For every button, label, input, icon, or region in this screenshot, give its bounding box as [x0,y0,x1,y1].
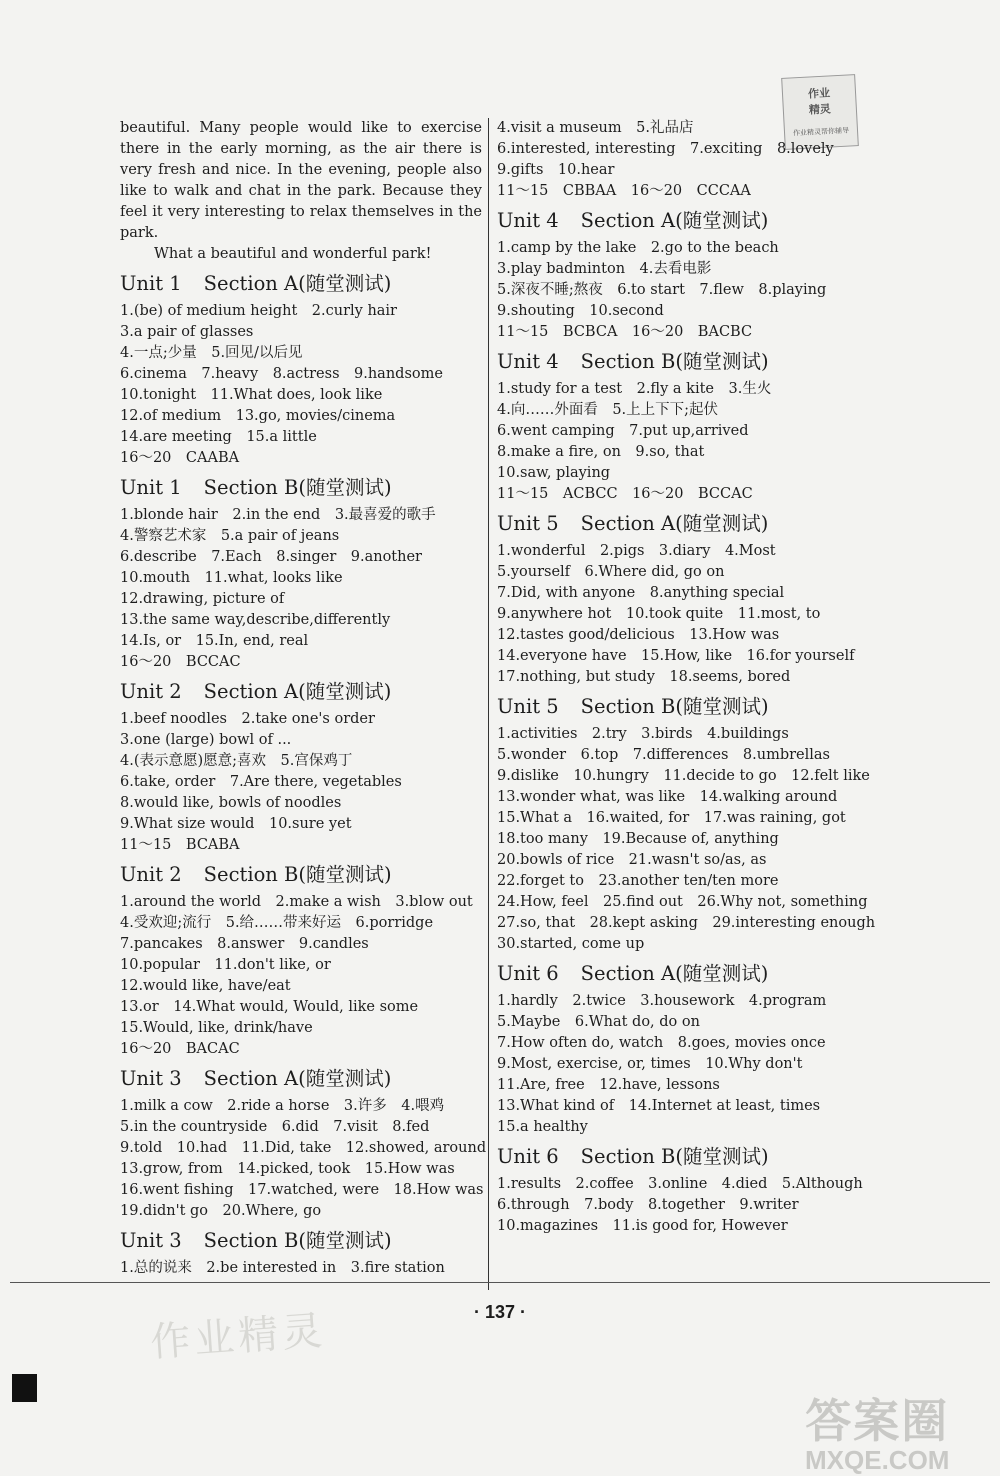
section-heading [120,269,482,299]
answer-line: 10.mouth 11.what, looks like [120,570,343,586]
section-label: Section B(随堂测试) [580,1145,769,1168]
answer-line: 4.(表示意愿)愿意;喜欢 5.宫保鸡丁 [120,753,353,769]
answer-line: 8.would like, bowls of noodles [120,795,342,811]
section-label: Section B(随堂测试) [203,476,392,499]
answer-line: 18.too many 19.Because of, anything [497,831,779,847]
right-sections [497,206,897,1237]
section-heading [120,1226,482,1256]
answer-line: 5.深夜不睡;熬夜 6.to start 7.flew 8.playing [497,282,827,298]
answer-line: 13.the same way,describe,differently [120,612,391,628]
answer-line: 22.forget to 23.another ten/ten more [497,873,779,889]
answer-line: 1.总的说来 2.be interested in 3.fire station [120,1260,445,1276]
passage [120,118,482,265]
answer-line: 14.Is, or 15.In, end, real [120,633,309,649]
answer-line: 1.hardly 2.twice 3.housework 4.program [497,993,827,1009]
answer-line: 6.take, order 7.Are there, vegetables [120,774,402,790]
answer-line: 5.in the countryside 6.did 7.visit 8.fed [120,1119,430,1135]
answer-line: 3.one (large) bowl of ... [120,732,292,748]
answer-line: 10.tonight 11.What does, look like [120,387,383,403]
answer-line: 10.magazines 11.is good for, However [497,1218,788,1234]
answer-line: 9.gifts 10.hear [497,162,615,178]
section-label: Section A(随堂测试) [203,272,392,295]
unit-label: Unit 5 [497,512,559,535]
answer-line: 9.Most, exercise, or, times 10.Why don't [497,1056,803,1072]
answer-line: 1.study for a test 2.fly a kite 3.生火 [497,381,772,397]
answer-line: 9.told 10.had 11.Did, take 12.showed, around [120,1140,487,1156]
answer-line: 1.beef noodles 2.take one's order [120,711,375,727]
answer-line: 4.visit a museum 5.礼品店 [497,120,694,136]
right-column [497,118,897,1237]
unit-label: Unit 6 [497,1145,559,1168]
site-watermark-title: 答案圈 [805,1395,950,1447]
stamp-line1: 作业 [807,86,831,101]
answer-line: 7.pancakes 8.answer 9.candles [120,936,369,952]
page-number: · 137 · [473,1302,527,1322]
answer-line: 1.activities 2.try 3.birds 4.buildings [497,726,789,742]
answer-line: 1.milk a cow 2.ride a horse 3.许多 4.喂鸡 [120,1098,445,1114]
answer-line: 16～20 BCCAC [120,654,241,670]
answer-line: 11～15 BCABA [120,837,240,853]
left-column [120,118,487,1279]
answer-line: 9.shouting 10.second [497,303,664,319]
answer-line: 10.saw, playing [497,465,611,481]
answer-line: 6.went camping 7.put up,arrived [497,423,749,439]
answer-line: 27.so, that 28.kept asking 29.interesting enough [497,915,876,931]
answer-line: 7.Did, with anyone 8.anything special [497,585,785,601]
bottom-rule [10,1282,990,1283]
answer-line: 13.wonder what, was like 14.walking around [497,789,838,805]
answer-line: 9.What size would 10.sure yet [120,816,352,832]
answer-line: 12.drawing, picture of [120,591,285,607]
unit-label: Unit 2 [120,680,182,703]
corner-mark [12,1374,37,1402]
unit-label: Unit 5 [497,695,559,718]
answer-line: 16.went fishing 17.watched, were 18.How was [120,1182,484,1198]
site-watermark [805,1385,949,1476]
answer-line: 6.describe 7.Each 8.singer 9.another [120,549,422,565]
stamp-line2: 精灵 [808,102,832,117]
left-sections [120,269,487,1279]
answer-line: 3.play badminton 4.去看电影 [497,261,712,277]
section-label: Section B(随堂测试) [203,863,392,886]
section-heading [497,1142,897,1172]
section-heading [497,509,897,539]
answer-line: 11.Are, free 12.have, lessons [497,1077,720,1093]
answer-line: 15.a healthy [497,1119,588,1135]
answer-line: 16～20 BACAC [120,1041,240,1057]
answer-line: 13.What kind of 14.Internet at least, times [497,1098,821,1114]
answer-line: 1.camp by the lake 2.go to the beach [497,240,779,256]
answer-line: 9.dislike 10.hungry 11.decide to go 12.felt like [497,768,870,784]
site-watermark-url: MXQE.COM [805,1445,950,1475]
section-label: Section A(随堂测试) [580,512,769,535]
section-heading [120,1064,482,1094]
answer-line: 1.results 2.coffee 3.online 4.died 5.Although [497,1176,863,1192]
answer-line: 1.around the world 2.make a wish 3.blow out [120,894,473,910]
section-label: Section B(随堂测试) [580,695,769,718]
answer-line: 11～15 BCBCA 16～20 BACBC [497,324,753,340]
answer-line: 1.wonderful 2.pigs 3.diary 4.Most [497,543,776,559]
column-divider [488,118,489,1290]
section-heading [120,677,482,707]
answer-line: 13.or 14.What would, Would, like some [120,999,419,1015]
answer-line: 5.yourself 6.Where did, go on [497,564,725,580]
answer-line: 6.through 7.body 8.together 9.writer [497,1197,799,1213]
unit-label: Unit 3 [120,1229,182,1252]
section-label: Section B(随堂测试) [580,350,769,373]
answer-line: 4.向……外面看 5.上上下下;起伏 [497,402,719,418]
section-label: Section A(随堂测试) [580,209,769,232]
unit-label: Unit 1 [120,272,182,295]
unit-label: Unit 3 [120,1067,182,1090]
answer-line: 8.make a fire, on 9.so, that [497,444,705,460]
answer-line: 12.would like, have/eat [120,978,291,994]
answer-line: 11～15 CBBAA 16～20 CCCAA [497,183,751,199]
answer-line: 13.grow, from 14.picked, took 15.How was [120,1161,455,1177]
answer-line: 17.nothing, but study 18.seems, bored [497,669,791,685]
stamp-line3: 作业精灵帮你辅导 [792,126,850,138]
answer-line: 12.tastes good/delicious 13.How was [497,627,780,643]
answer-line: 30.started, come up [497,936,645,952]
answer-line: 1.(be) of medium height 2.curly hair [120,303,397,319]
section-label: Section A(随堂测试) [203,1067,392,1090]
answer-line: 4.一点;少量 5.回见/以后见 [120,345,303,361]
unit-label: Unit 6 [497,962,559,985]
unit-label: Unit 2 [120,863,182,886]
answer-line: 5.Maybe 6.What do, do on [497,1014,700,1030]
answer-line: 20.bowls of rice 21.wasn't so/as, as [497,852,767,868]
answer-line: 10.popular 11.don't like, or [120,957,331,973]
answer-line: 12.of medium 13.go, movies/cinema [120,408,396,424]
answer-line: 19.didn't go 20.Where, go [120,1203,322,1219]
section-label: Section A(随堂测试) [203,680,392,703]
section-label: Section A(随堂测试) [580,962,769,985]
answer-line: 11～15 ACBCC 16～20 BCCAC [497,486,753,502]
answer-line: 14.are meeting 15.a little [120,429,317,445]
right-intro [497,118,897,202]
answer-line: 5.wonder 6.top 7.differences 8.umbrellas [497,747,830,763]
answer-line: 15.What a 16.waited, for 17.was raining, got [497,810,846,826]
watermark-bottom-left: 作业精灵 [148,1307,328,1367]
passage-text: beautiful. Many people would like to exercise there in the early morning, as the air there is very fresh and nice. In the evening, people also like to walk and chat in the park. Because they feel it very interesting to relax themselves in the park. [120,120,482,241]
section-label: Section B(随堂测试) [203,1229,392,1252]
unit-label: Unit 4 [497,350,559,373]
answer-line: 6.interested, interesting 7.exciting 8.lovely [497,141,834,157]
answer-line: 24.How, feel 25.find out 26.Why not, something [497,894,868,910]
section-heading [497,959,897,989]
section-heading [497,692,897,722]
answer-line: 4.警察艺术家 5.a pair of jeans [120,528,340,544]
unit-label: Unit 4 [497,209,559,232]
answer-line: 6.cinema 7.heavy 8.actress 9.handsome [120,366,443,382]
section-heading [120,860,482,890]
section-heading [497,206,897,236]
answer-line: 16～20 CAABA [120,450,240,466]
answer-line: 1.blonde hair 2.in the end 3.最喜爱的歌手 [120,507,436,523]
passage-closing: What a beautiful and wonderful park! [154,246,432,262]
answer-line: 4.受欢迎;流行 5.给……带来好运 6.porridge [120,915,434,931]
answer-line: 15.Would, like, drink/have [120,1020,313,1036]
section-heading [120,473,482,503]
answer-line: 14.everyone have 15.How, like 16.for yourself [497,648,855,664]
section-heading [497,347,897,377]
answer-line: 7.How often do, watch 8.goes, movies once [497,1035,826,1051]
answer-line: 3.a pair of glasses [120,324,254,340]
unit-label: Unit 1 [120,476,182,499]
answer-line: 9.anywhere hot 10.took quite 11.most, to [497,606,821,622]
